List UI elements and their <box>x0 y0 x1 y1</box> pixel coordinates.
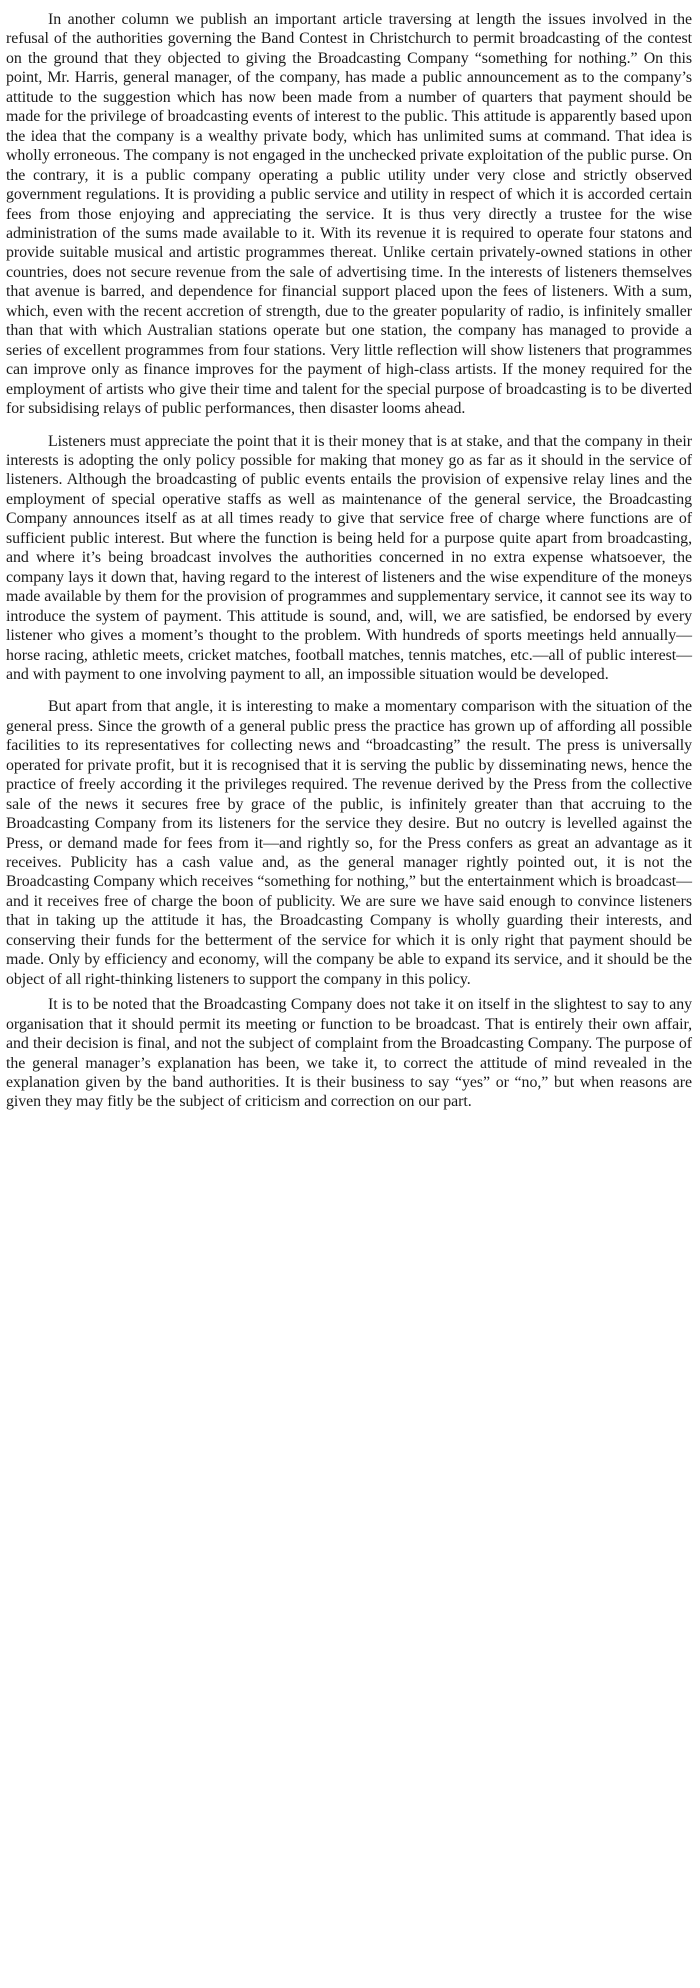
article-paragraph-4: It is to be noted that the Broadcasting Company does not take it on itself in the slightest to say to any organisation that it should permit its meeting or function to be broadcast. That is entirely their own affair, and their decision is final, and not the subject of complaint from the Broadcasting Company. The purpose of the general manager’s explanation has been, we take it, to correct the attitude of mind revealed in the explanation given by the band authorities. It is their business to say “yes” or “no,” but when reasons are given they may fitly be the subject of criticism and correction on our part. <box>6 996 692 1111</box>
article-paragraph-3: But apart from that angle, it is interesting to make a momentary comparison with the situation of the general press. Since the growth of a general public press the practice has grown up of affording all possible facilities to its representatives for collecting news and “broadcasting” the result. The press is universally operated for private profit, but it is recognised that it is serving the public by disseminating news, hence the practice of freely according it the privileges required. The revenue derived by the Press from the collective sale of the news it secures free by grace of the public, is infinitely greater than that accruing to the Broadcasting Company from its listeners for the service they desire. But no outcry is levelled against the Press, or demand made for fees from it—and rightly so, for the Press confers as great an advantage as it receives. Publicity has a cash value and, as the general manager rightly pointed out, it is not the Broadcasting Company which receives “something for nothing,” but the entertainment which is broadcast—and it receives free of charge the boon of publicity. We are sure we have said enough to convince listeners that in taking up the attitude it has, the Broadcasting Company is wholly guarding their interests, and conserving their funds for the betterment of the service for which it is only right that payment should be made. Only by efficiency and economy, will the company be able to expand its service, and it should be the object of all right-thinking listeners to support the company in this policy. <box>6 698 692 988</box>
article-paragraph-2: Listeners must appreciate the point that it is their money that is at stake, and that the company in their interests is adopting the only policy possible for making that money go as far as it should in the service of listeners. Although the broadcasting of public events entails the provision of expensive relay lines and the employment of special operative staffs as well as maintenance of the general service, the Broadcasting Company announces itself as at all times ready to give that service free of charge where functions are of sufficient public interest. But where the function is being held for a purpose quite apart from broadcasting, and where it’s being broadcast involves the authorities concerned in no extra expense whatsoever, the company lays it down that, having regard to the interest of listeners and the wise expenditure of the moneys made available by them for the provision of programmes and supplementary service, it cannot see its way to introduce the system of payment. This attitude is sound, and, will, we are satisfied, be endorsed by every listener who gives a moment’s thought to the problem. With hundreds of sports meetings held annually—horse racing, athletic meets, cricket matches, football matches, tennis matches, etc.—all of public interest—and with payment to one involving payment to all, an impossible situation would be developed. <box>6 432 692 683</box>
article-paragraph-1: In another column we publish an important article traversing at length the issues involved in the refusal of the authorities governing the Band Contest in Christchurch to permit broadcasting of the contest on the ground that they objected to giving the Broadcasting Company “something for nothing.” On this point, Mr. Harris, general manager, of the company, has made a public announcement as to the company’s attitude to the suggestion which has now been made from a number of quarters that payment should be made for the privilege of broadcasting events of interest to the public. This attitude is apparently based upon the idea that the company is a wealthy private body, which has unlimited sums at command. That idea is wholly erroneous. The company is not engaged in the unchecked private exploitation of the public purse. On the contrary, it is a public company operating a public utility under very close and strictly observed government regulations. It is providing a public service and utility in respect of which it is accorded certain fees from those enjoying and appreciating the service. It is thus very directly a trustee for the wise administration of the sums made available to it. With its revenue it is required to operate four statons and provide suitable musical and artistic programmes thereat. Unlike certain privately-owned stations in other countries, does not secure revenue from the sale of advertising time. In the interests of listeners themselves that avenue is barred, and dependence for financial support placed upon the fees of listeners. With a sum, which, even with the recent accretion of strength, due to the greater popularity of radio, is infinitely smaller than that with which Australian stations operate but one station, the company has managed to provide a series of excellent programmes from four stations. Very little reflection will show listeners that programmes can improve only as finance improves for the payment of high-class artists. If the money required for the employment of artists who give their time and talent for the special purpose of broadcasting is to be diverted for subsidising relays of public performances, then disaster looms ahead. <box>6 11 692 418</box>
